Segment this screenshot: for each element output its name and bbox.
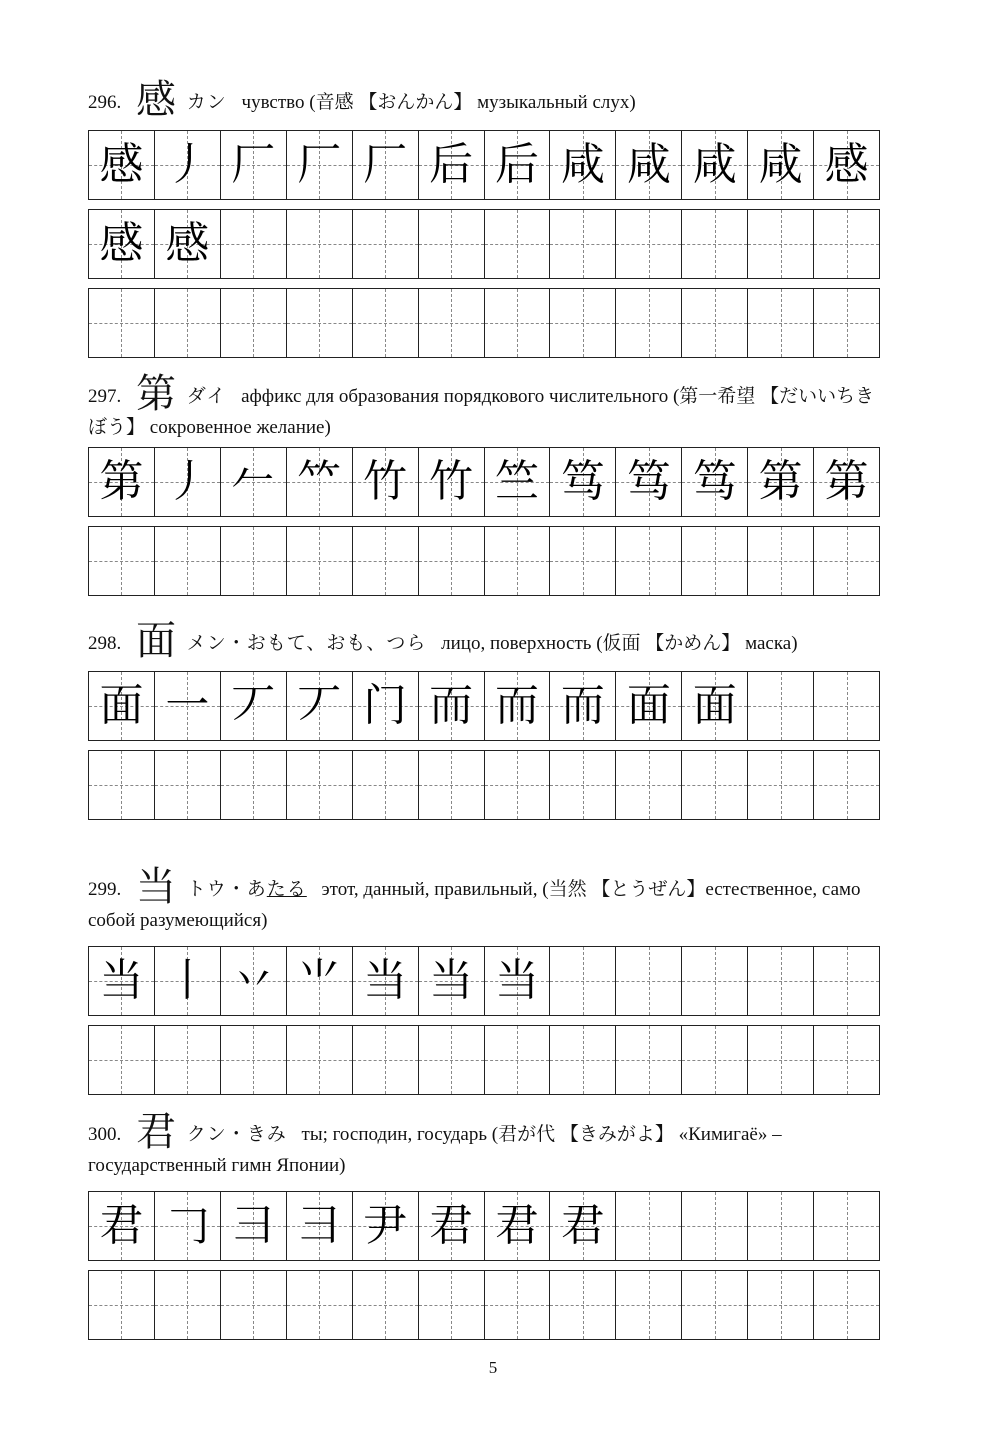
grid-cell — [813, 1026, 879, 1094]
grid-cell — [615, 751, 681, 819]
entry-297 — [88, 371, 880, 596]
meaning-text: этот, данный, правильный, ( — [321, 879, 549, 900]
entry-reading: メン・おもて、おも、つら — [186, 632, 427, 654]
entry-number: 297. — [88, 386, 122, 407]
reading-okurigana: たる — [266, 878, 307, 900]
grid-cell — [418, 1026, 484, 1094]
practice-row — [88, 526, 880, 596]
grid-cell — [220, 527, 286, 595]
stroke-glyph: 第 — [824, 456, 869, 507]
example-word: 君が代 — [498, 1123, 556, 1145]
grid-cell — [549, 131, 615, 199]
grid-cell — [813, 672, 879, 740]
stroke-glyph: 竹 — [363, 456, 408, 507]
stroke-glyph: ⺕ — [231, 1200, 276, 1251]
grid-cell — [154, 672, 220, 740]
entry-kanji: 君 — [136, 1109, 176, 1155]
grid-cell — [681, 289, 747, 357]
grid-cell — [220, 947, 286, 1015]
grid-cell — [220, 131, 286, 199]
practice-row — [88, 447, 880, 517]
grid-cell — [352, 527, 418, 595]
grid-cell — [747, 448, 813, 516]
practice-row — [88, 671, 880, 741]
grid-cell — [286, 289, 352, 357]
grid-cell — [484, 672, 550, 740]
grid-cell — [813, 1192, 879, 1260]
stroke-glyph: 面 — [626, 680, 671, 731]
entry-reading: ダイ — [186, 385, 227, 407]
stroke-glyph: 竹 — [429, 456, 474, 507]
meaning-text: ты; господин, государь ( — [301, 1124, 499, 1145]
stroke-glyph: 而 — [429, 680, 474, 731]
grid-cell — [681, 1192, 747, 1260]
entry-header — [88, 864, 880, 936]
grid-cell — [89, 527, 154, 595]
grid-cell — [681, 1271, 747, 1339]
grid-cell — [813, 131, 879, 199]
grid-cell — [220, 672, 286, 740]
stroke-glyph: 君 — [494, 1200, 539, 1251]
page-number: 5 — [488, 1358, 498, 1377]
grid-cell — [286, 448, 352, 516]
grid-cell — [813, 1271, 879, 1339]
grid-cell — [615, 1271, 681, 1339]
stroke-glyph: 当 — [99, 955, 144, 1006]
grid-cell — [418, 131, 484, 199]
grid-cell — [418, 751, 484, 819]
entry-reading — [187, 878, 307, 900]
grid-cell — [681, 210, 747, 278]
grid-cell — [418, 672, 484, 740]
stroke-glyph: 君 — [99, 1200, 144, 1251]
grid-cell — [154, 1271, 220, 1339]
grid-cell — [549, 672, 615, 740]
grid-cell — [220, 289, 286, 357]
stroke-glyph: 当 — [363, 955, 408, 1006]
grid-cell — [484, 751, 550, 819]
example-meaning: сокровенное желание) — [145, 417, 331, 438]
grid-cell — [484, 131, 550, 199]
grid-cell — [681, 672, 747, 740]
practice-row — [88, 1191, 880, 1261]
example-word: 当然 — [548, 878, 587, 900]
stroke-glyph: 而 — [494, 680, 539, 731]
grid-cell — [352, 947, 418, 1015]
entry-number: 298. — [88, 633, 122, 654]
grid-cell — [286, 527, 352, 595]
grid-cell — [813, 527, 879, 595]
grid-cell — [813, 947, 879, 1015]
stroke-glyph: 感 — [165, 218, 210, 269]
stroke-glyph: 丿 — [165, 139, 210, 190]
stroke-glyph: 彐 — [297, 1200, 342, 1251]
grid-cell — [484, 448, 550, 516]
grid-cell — [813, 289, 879, 357]
stroke-glyph: 丿 — [165, 456, 210, 507]
entry-kanji: 面 — [136, 618, 176, 664]
stroke-glyph: 感 — [824, 139, 869, 190]
grid-cell — [89, 1026, 154, 1094]
grid-cell — [549, 751, 615, 819]
grid-cell — [352, 1271, 418, 1339]
grid-cell — [352, 210, 418, 278]
grid-cell — [549, 947, 615, 1015]
grid-cell — [352, 131, 418, 199]
grid-cell — [352, 1026, 418, 1094]
example-reading: 【だいいちきぼう】 — [88, 385, 875, 438]
stroke-glyph: 𠃌 — [165, 1200, 210, 1251]
grid-cell — [681, 1026, 747, 1094]
grid-cell — [418, 947, 484, 1015]
example-reading: 【おんかん】 — [358, 91, 473, 113]
grid-cell — [220, 448, 286, 516]
grid-cell — [484, 1026, 550, 1094]
example-meaning: маска) — [740, 633, 798, 654]
grid-cell — [220, 1271, 286, 1339]
example-word: 第一希望 — [679, 385, 756, 407]
grid-cell — [549, 210, 615, 278]
grid-cell — [89, 210, 154, 278]
grid-cell — [681, 527, 747, 595]
stroke-glyph: 当 — [494, 955, 539, 1006]
example-word: 音感 — [315, 91, 354, 113]
stroke-glyph: 后 — [494, 139, 539, 190]
stroke-glyph: 咸 — [692, 139, 737, 190]
grid-cell — [89, 289, 154, 357]
example-reading: 【とうぜん】 — [591, 878, 706, 900]
grid-cell — [352, 672, 418, 740]
example-meaning: естественное, само собой разумеющийся) — [88, 879, 861, 931]
entry-number: 299. — [88, 879, 122, 900]
example-meaning: «Кимигаё» – государственный гимн Японии) — [88, 1124, 782, 1176]
grid-cell — [154, 751, 220, 819]
stroke-glyph: 而 — [560, 680, 605, 731]
grid-cell — [220, 1192, 286, 1260]
grid-cell — [747, 1026, 813, 1094]
grid-cell — [615, 448, 681, 516]
practice-row — [88, 750, 880, 820]
grid-cell — [154, 131, 220, 199]
stroke-glyph: 门 — [363, 680, 408, 731]
entry-header — [88, 371, 880, 443]
grid-cell — [615, 289, 681, 357]
entry-header — [88, 1109, 880, 1181]
grid-cell — [154, 527, 220, 595]
grid-cell — [549, 289, 615, 357]
practice-row — [88, 288, 880, 358]
grid-cell — [747, 947, 813, 1015]
grid-cell — [418, 210, 484, 278]
grid-cell — [220, 1026, 286, 1094]
stroke-glyph: 竺 — [494, 456, 539, 507]
grid-cell — [286, 672, 352, 740]
grid-cell — [89, 1271, 154, 1339]
entry-reading: カン — [186, 91, 227, 113]
stroke-glyph: 丨 — [165, 955, 210, 1006]
grid-cell — [484, 947, 550, 1015]
grid-cell — [747, 289, 813, 357]
stroke-glyph: 𠂉 — [231, 456, 276, 507]
grid-cell — [681, 751, 747, 819]
stroke-glyph: 当 — [429, 955, 474, 1006]
entry-number: 296. — [88, 92, 122, 113]
stroke-glyph: 第 — [99, 456, 144, 507]
grid-cell — [286, 1192, 352, 1260]
stroke-glyph: 丷 — [231, 955, 276, 1006]
grid-cell — [747, 210, 813, 278]
grid-cell — [549, 1026, 615, 1094]
grid-cell — [352, 289, 418, 357]
grid-cell — [549, 1192, 615, 1260]
grid-cell — [484, 1192, 550, 1260]
grid-cell — [154, 1192, 220, 1260]
grid-cell — [154, 289, 220, 357]
grid-cell — [484, 289, 550, 357]
meaning-text: аффикс для образования порядкового числительного ( — [241, 386, 680, 407]
practice-row — [88, 1270, 880, 1340]
entry-kanji: 当 — [136, 864, 176, 910]
entry-header — [88, 618, 880, 664]
entry-296 — [88, 77, 880, 358]
example-word: 仮面 — [602, 632, 641, 654]
grid-cell — [89, 448, 154, 516]
example-reading: 【きみがよ】 — [559, 1123, 674, 1145]
grid-cell — [220, 751, 286, 819]
grid-cell — [89, 131, 154, 199]
grid-cell — [681, 448, 747, 516]
grid-cell — [418, 1192, 484, 1260]
grid-cell — [615, 672, 681, 740]
stroke-glyph: 𥫗 — [297, 456, 342, 507]
grid-cell — [747, 1271, 813, 1339]
grid-cell — [615, 947, 681, 1015]
grid-cell — [154, 1026, 220, 1094]
grid-cell — [286, 1271, 352, 1339]
stroke-glyph: 感 — [99, 139, 144, 190]
practice-row — [88, 946, 880, 1016]
meaning-text: чувство ( — [241, 92, 316, 113]
grid-cell — [418, 448, 484, 516]
entry-number: 300. — [88, 1124, 122, 1145]
stroke-glyph: 感 — [99, 218, 144, 269]
grid-cell — [352, 448, 418, 516]
practice-row — [88, 130, 880, 200]
stroke-glyph: 厂 — [297, 139, 342, 190]
stroke-glyph: 咸 — [626, 139, 671, 190]
grid-cell — [615, 131, 681, 199]
grid-cell — [286, 751, 352, 819]
stroke-glyph: 丆 — [231, 680, 276, 731]
grid-cell — [615, 1026, 681, 1094]
entry-reading: クン・きみ — [186, 1123, 287, 1145]
stroke-glyph: 咸 — [758, 139, 803, 190]
stroke-glyph: 第 — [758, 456, 803, 507]
grid-cell — [549, 527, 615, 595]
stroke-glyph: 厂 — [231, 139, 276, 190]
grid-cell — [220, 210, 286, 278]
entry-300 — [88, 1109, 880, 1340]
grid-cell — [747, 672, 813, 740]
grid-cell — [154, 210, 220, 278]
grid-cell — [154, 947, 220, 1015]
grid-cell — [484, 210, 550, 278]
grid-cell — [615, 210, 681, 278]
grid-cell — [813, 210, 879, 278]
stroke-glyph: ⺌ — [297, 955, 342, 1006]
entry-298 — [88, 618, 880, 820]
stroke-glyph: 厂 — [363, 139, 408, 190]
grid-cell — [286, 131, 352, 199]
meaning-text: лицо, поверхность ( — [441, 633, 603, 654]
stroke-glyph: 尹 — [363, 1200, 408, 1251]
stroke-glyph: 后 — [429, 139, 474, 190]
practice-row — [88, 1025, 880, 1095]
grid-cell — [89, 751, 154, 819]
grid-cell — [615, 1192, 681, 1260]
grid-cell — [747, 751, 813, 819]
grid-cell — [813, 448, 879, 516]
stroke-glyph: 面 — [99, 680, 144, 731]
stroke-glyph: 君 — [560, 1200, 605, 1251]
stroke-glyph: 笃 — [692, 456, 737, 507]
stroke-glyph: 丆 — [297, 680, 342, 731]
grid-cell — [286, 947, 352, 1015]
practice-row — [88, 209, 880, 279]
grid-cell — [549, 1271, 615, 1339]
grid-cell — [286, 1026, 352, 1094]
stroke-glyph: 笃 — [626, 456, 671, 507]
stroke-glyph: 咸 — [560, 139, 605, 190]
example-reading: 【かめん】 — [645, 632, 741, 654]
grid-cell — [747, 527, 813, 595]
grid-cell — [352, 1192, 418, 1260]
grid-cell — [549, 448, 615, 516]
grid-cell — [89, 672, 154, 740]
grid-cell — [418, 1271, 484, 1339]
stroke-glyph: 君 — [429, 1200, 474, 1251]
grid-cell — [286, 210, 352, 278]
grid-cell — [681, 947, 747, 1015]
entry-299 — [88, 864, 880, 1095]
stroke-glyph: 面 — [692, 680, 737, 731]
grid-cell — [615, 527, 681, 595]
grid-cell — [89, 947, 154, 1015]
grid-cell — [352, 751, 418, 819]
grid-cell — [681, 131, 747, 199]
grid-cell — [154, 448, 220, 516]
grid-cell — [747, 1192, 813, 1260]
grid-cell — [418, 289, 484, 357]
entry-kanji: 第 — [136, 371, 176, 417]
entry-header — [88, 77, 880, 123]
grid-cell — [813, 751, 879, 819]
stroke-glyph: 笃 — [560, 456, 605, 507]
grid-cell — [484, 1271, 550, 1339]
grid-cell — [484, 527, 550, 595]
stroke-glyph: 一 — [165, 680, 210, 731]
grid-cell — [89, 1192, 154, 1260]
grid-cell — [418, 527, 484, 595]
entry-kanji: 感 — [136, 77, 176, 123]
reading-prefix: トウ・あ — [186, 878, 267, 900]
grid-cell — [747, 131, 813, 199]
example-meaning: музыкальный слух) — [472, 92, 636, 113]
